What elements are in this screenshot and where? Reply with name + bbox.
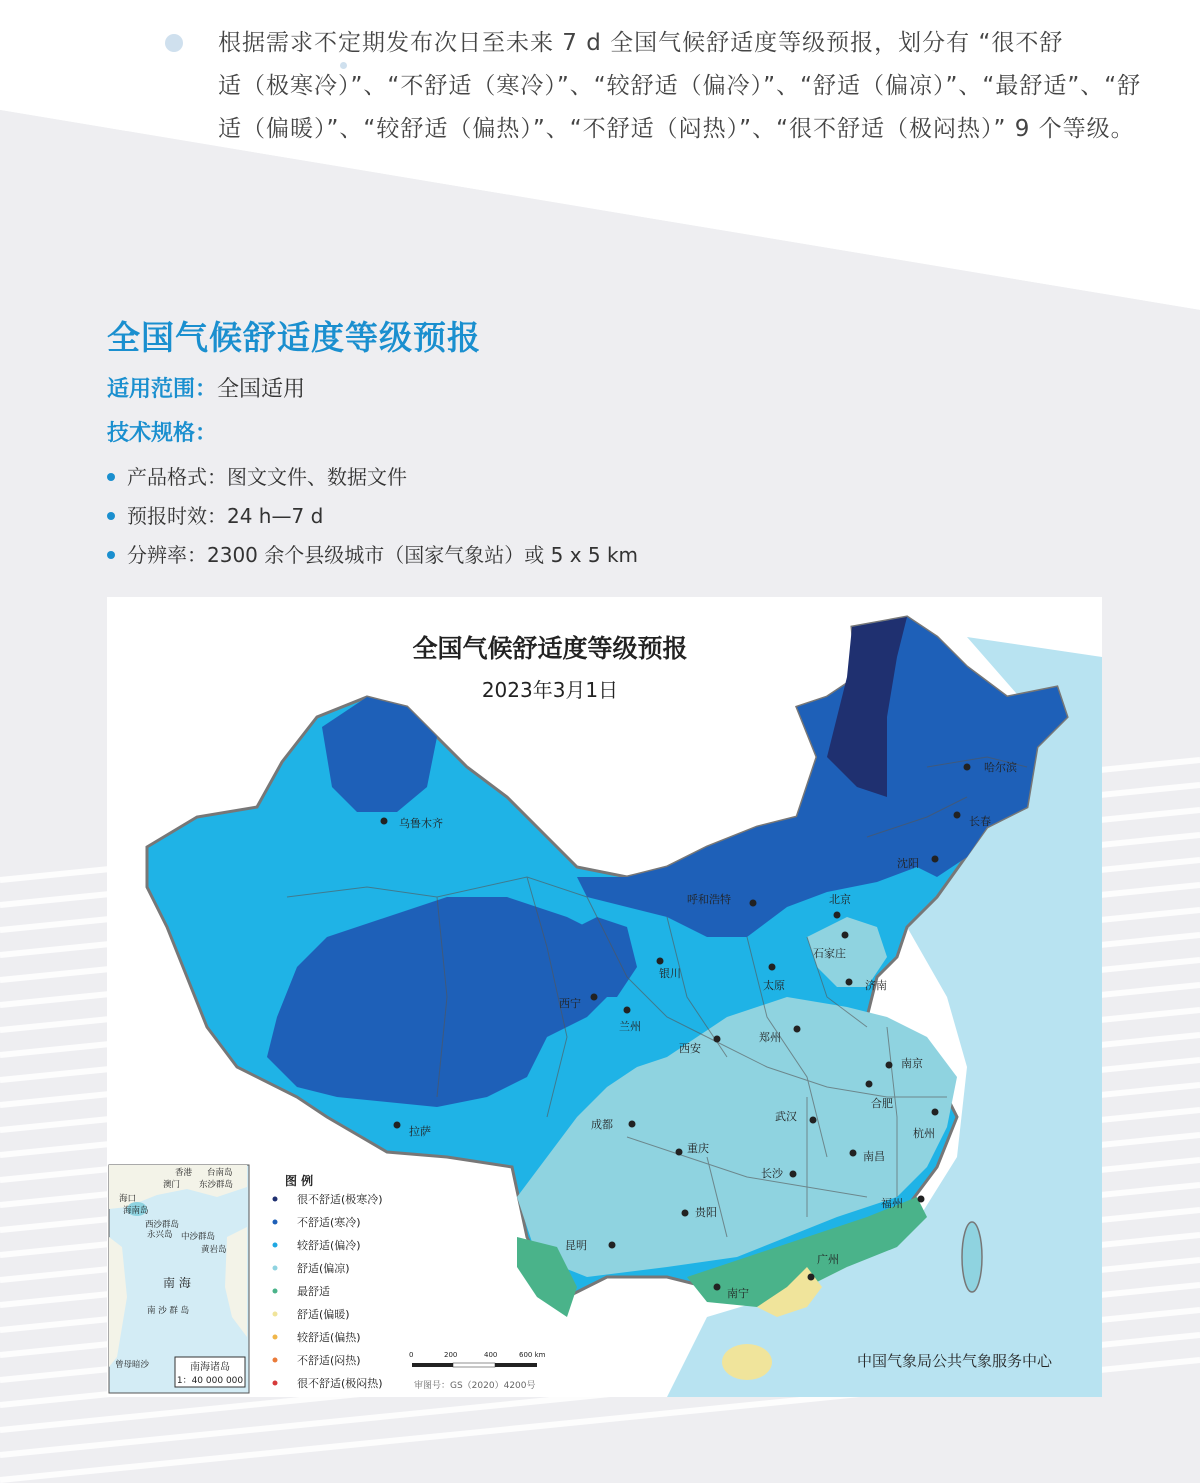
- inset-zengmu: 曾母暗沙: [115, 1360, 150, 1370]
- city-marker-changsha: [790, 1171, 797, 1178]
- legend-swatch: [273, 1197, 278, 1202]
- city-guangzhou: 广州: [817, 1253, 839, 1266]
- city-jinan: 济南: [865, 979, 887, 992]
- inset-box-scale: 1：40 000 000: [176, 1376, 244, 1386]
- map-date: 2023年3月1日: [481, 678, 619, 702]
- city-marker-lanzhou: [624, 1007, 631, 1014]
- city-marker-kunming: [609, 1242, 616, 1249]
- scale-tick: 600 km: [519, 1351, 546, 1359]
- city-marker-lhasa: [394, 1122, 401, 1129]
- spec-label: 技术规格：: [107, 421, 218, 446]
- decor-circle: [165, 34, 183, 52]
- section-title: 全国气候舒适度等级预报: [107, 318, 481, 357]
- scope-value: 全国适用: [217, 377, 306, 402]
- spec-text: 分辨率：2300 余个县级城市（国家气象站）或 5 x 5 km: [127, 543, 639, 567]
- inset-hk: 香港: [175, 1168, 193, 1178]
- inset-macau: 澳门: [163, 1180, 181, 1190]
- inset-yongxing: 永兴岛: [147, 1230, 173, 1240]
- city-marker-guiyang: [682, 1210, 689, 1217]
- inset-box-title: 南海诸岛: [190, 1362, 230, 1373]
- review-number: 审图号：GS（2020）4200号: [414, 1381, 536, 1391]
- legend-swatch: [273, 1358, 278, 1363]
- city-marker-nanchang: [850, 1150, 857, 1157]
- city-taiyuan: 太原: [763, 979, 785, 992]
- city-fuzhou: 福州: [881, 1197, 903, 1210]
- legend-swatch: [273, 1266, 278, 1271]
- inset-hainan: 海南岛: [123, 1206, 149, 1216]
- city-chengdu: 成都: [591, 1118, 613, 1131]
- city-marker-guangzhou: [808, 1274, 815, 1281]
- inset-dongsha: 东沙群岛: [199, 1180, 234, 1190]
- city-hefei: 合肥: [871, 1097, 893, 1110]
- scale-tick: 0: [409, 1351, 414, 1359]
- inset-huangyan: 黄岩岛: [201, 1245, 227, 1255]
- city-marker-changchun: [954, 812, 961, 819]
- city-marker-chengdu: [629, 1121, 636, 1128]
- legend-swatch: [273, 1243, 278, 1248]
- city-marker-nanning: [714, 1284, 721, 1291]
- scale-tick: 200: [444, 1351, 458, 1359]
- city-marker-fuzhou: [918, 1196, 925, 1203]
- city-marker-nanjing: [886, 1062, 893, 1069]
- legend-label: 不舒适(闷热): [297, 1354, 361, 1367]
- city-marker-taiyuan: [769, 964, 776, 971]
- city-xian: 西安: [679, 1042, 701, 1055]
- city-marker-beijing: [834, 912, 841, 919]
- region-taiwan: [962, 1222, 982, 1292]
- city-xining: 西宁: [559, 997, 581, 1010]
- scale-tick: 400: [484, 1351, 498, 1359]
- legend-label: 很不舒适(极闷热): [297, 1377, 383, 1390]
- city-hangzhou: 杭州: [913, 1127, 935, 1140]
- city-marker-harbin: [964, 764, 971, 771]
- inset-haikou: 海口: [119, 1194, 137, 1204]
- city-marker-shijiazhuang: [842, 932, 849, 939]
- city-lhasa: 拉萨: [409, 1125, 431, 1138]
- legend-label: 不舒适(寒冷): [297, 1216, 361, 1229]
- city-harbin: 哈尔滨: [984, 761, 1017, 774]
- spec-item: [107, 500, 323, 529]
- inset-tw: 台南岛: [207, 1168, 233, 1178]
- legend-label: 较舒适(偏热): [297, 1331, 361, 1344]
- legend-swatch: [273, 1381, 278, 1386]
- legend-swatch: [273, 1220, 278, 1225]
- spec-text: 预报时效：24 h—7 d: [127, 504, 324, 528]
- city-marker-chongqing: [676, 1149, 683, 1156]
- inset-zhongsha: 中沙群岛: [181, 1232, 216, 1242]
- scope-row: [107, 372, 305, 403]
- city-kunming: 昆明: [565, 1239, 587, 1252]
- city-beijing: 北京: [829, 893, 851, 906]
- bullet-icon: [107, 512, 115, 520]
- city-yinchuan: 银川: [659, 967, 681, 980]
- map-source: 中国气象局公共气象服务中心: [857, 1352, 1053, 1370]
- city-marker-hangzhou: [932, 1109, 939, 1116]
- city-changsha: 长沙: [761, 1167, 783, 1180]
- city-changchun: 长春: [969, 815, 991, 828]
- intro-line: 根据需求不定期发布次日至未来 7 d 全国气候舒适度等级预报，划分有 “很不舒: [218, 30, 1064, 56]
- city-marker-xining: [591, 994, 598, 1001]
- legend-label: 最舒适: [297, 1285, 330, 1298]
- intro-line: 适（偏暖）”、“较舒适（偏热）”、“不舒适（闷热）”、“很不舒适（极闷热）” 9 个等级。: [218, 116, 1135, 142]
- city-marker-yinchuan: [657, 958, 664, 965]
- inset-map: [109, 1165, 249, 1393]
- city-marker-xian: [714, 1036, 721, 1043]
- city-hohhot: 呼和浩特: [687, 893, 731, 906]
- legend-label: 舒适(偏暖): [297, 1308, 350, 1321]
- city-urumqi: 乌鲁木齐: [399, 817, 443, 830]
- city-nanjing: 南京: [901, 1057, 923, 1070]
- city-nanchang: 南昌: [863, 1150, 885, 1163]
- intro-paragraph: [218, 22, 1168, 151]
- spec-text: 产品格式：图文文件、数据文件: [127, 465, 407, 489]
- legend-label: 很不舒适(极寒冷): [297, 1193, 383, 1206]
- city-zhengzhou: 郑州: [759, 1031, 781, 1044]
- city-marker-urumqi: [381, 818, 388, 825]
- city-nanning: 南宁: [727, 1287, 749, 1300]
- city-wuhan: 武汉: [775, 1110, 797, 1123]
- city-lanzhou: 兰州: [619, 1020, 641, 1033]
- city-shenyang: 沈阳: [897, 857, 919, 870]
- city-marker-hefei: [866, 1081, 873, 1088]
- bullet-icon: [107, 473, 115, 481]
- city-marker-jinan: [846, 979, 853, 986]
- legend-title: 图 例: [285, 1174, 314, 1188]
- legend-label: 舒适(偏凉): [297, 1262, 350, 1275]
- intro-line: 适（极寒冷）”、“不舒适（寒冷）”、“较舒适（偏冷）”、“舒适（偏凉）”、“最舒适”、“舒: [218, 73, 1142, 99]
- spec-item: [107, 461, 407, 490]
- city-marker-zhengzhou: [794, 1026, 801, 1033]
- inset-nansha: 南 沙 群 岛: [147, 1306, 190, 1316]
- bullet-icon: [107, 551, 115, 559]
- city-chongqing: 重庆: [687, 1142, 709, 1155]
- city-marker-wuhan: [810, 1117, 817, 1124]
- legend-swatch: [273, 1335, 278, 1340]
- region-warm-hainan: [722, 1344, 772, 1380]
- city-marker-shenyang: [932, 856, 939, 863]
- legend-swatch: [273, 1312, 278, 1317]
- inset-xisha: 西沙群岛: [145, 1220, 180, 1230]
- legend-label: 较舒适(偏冷): [297, 1239, 361, 1252]
- comfort-map: [107, 597, 1102, 1397]
- city-marker-hohhot: [750, 900, 757, 907]
- inset-nanhai: 南 海: [163, 1276, 191, 1290]
- scope-label: 适用范围：: [107, 377, 218, 402]
- spec-heading: [107, 416, 217, 447]
- city-shijiazhuang: 石家庄: [813, 947, 846, 960]
- legend-swatch: [273, 1289, 278, 1294]
- city-guiyang: 贵阳: [695, 1206, 717, 1219]
- map-title: 全国气候舒适度等级预报: [412, 634, 688, 663]
- spec-item: [107, 539, 638, 568]
